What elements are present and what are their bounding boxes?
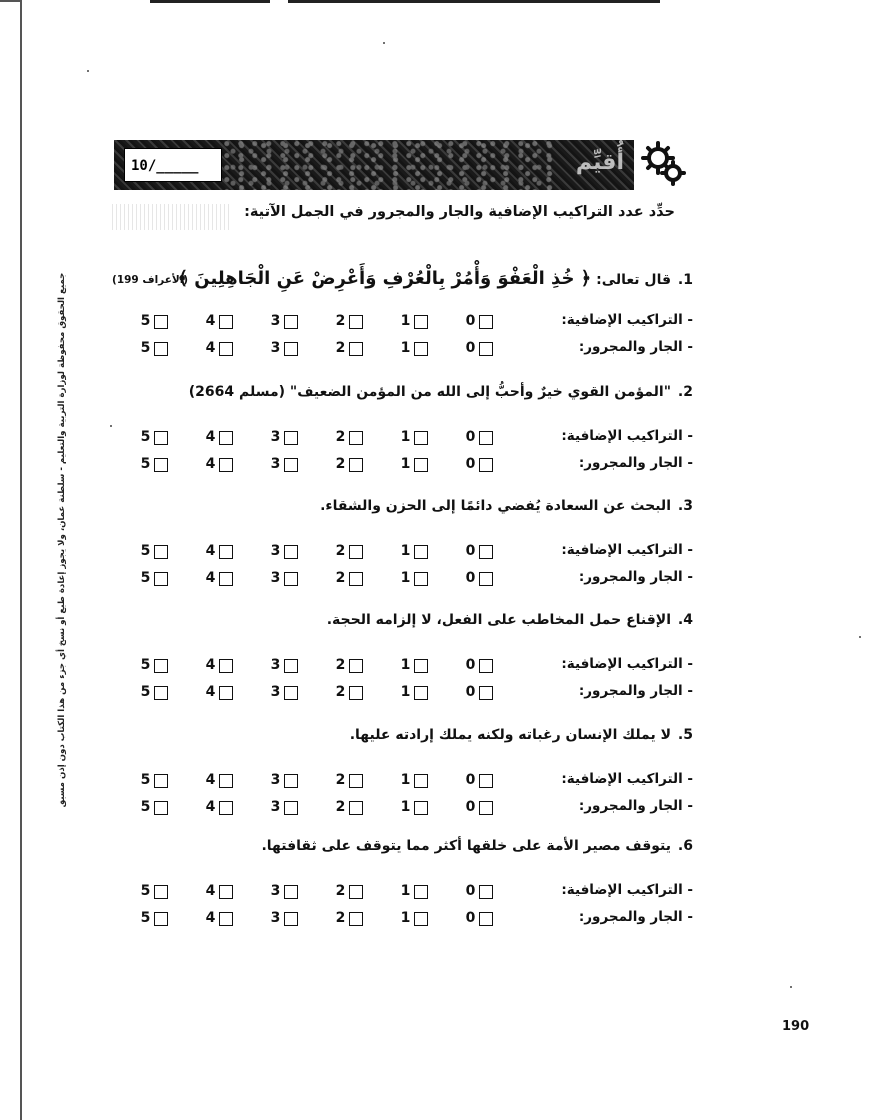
option-digit: 1 [400, 429, 411, 445]
count-option-3[interactable] [269, 882, 309, 902]
option-digit: 1 [400, 340, 411, 356]
checkbox[interactable] [349, 774, 363, 788]
count-option-3[interactable] [269, 771, 309, 791]
page-number: 190 [782, 1019, 810, 1034]
option-digit: 4 [205, 883, 216, 899]
checkbox[interactable] [414, 659, 428, 673]
instruction-text: حدِّد عدد التراكيب الإضافية والجار والمجرور في الجمل الآتية: [244, 204, 675, 220]
count-option-5[interactable] [139, 683, 179, 703]
option-digit: 3 [270, 684, 281, 700]
count-option-5[interactable] [139, 428, 179, 448]
option-digit: 5 [140, 772, 151, 788]
count-option-4[interactable] [204, 683, 244, 703]
count-option-3[interactable] [269, 909, 309, 929]
top-rule [150, 0, 660, 3]
count-option-1[interactable] [399, 312, 439, 332]
checkbox[interactable] [414, 686, 428, 700]
checkbox[interactable] [284, 342, 298, 356]
question-3-idafa-row [140, 542, 693, 562]
count-option-0[interactable] [464, 882, 504, 902]
option-digit: 5 [140, 543, 151, 559]
count-option-5[interactable] [139, 312, 179, 332]
question-sentence: لا يملك الإنسان رغباته ولكنه يملك إرادته عليها. [349, 727, 671, 743]
option-digit: 2 [335, 570, 346, 586]
count-option-1[interactable] [399, 428, 439, 448]
count-option-2[interactable] [334, 771, 374, 791]
count-option-5[interactable] [139, 882, 179, 902]
option-digit: 2 [335, 340, 346, 356]
question-number: 6. [677, 838, 693, 854]
checkbox[interactable] [414, 885, 428, 899]
checkbox[interactable] [154, 686, 168, 700]
count-option-5[interactable] [139, 542, 179, 562]
question-4-jar-row [140, 683, 693, 703]
option-digit: 4 [205, 799, 216, 815]
checkbox[interactable] [154, 774, 168, 788]
jar-majrur-label: - الجار والمجرور: [578, 339, 693, 355]
checkbox[interactable] [284, 458, 298, 472]
count-option-2[interactable] [334, 569, 374, 589]
checkbox[interactable] [414, 315, 428, 329]
option-digit: 5 [140, 313, 151, 329]
checkbox[interactable] [284, 659, 298, 673]
option-digit: 0 [465, 910, 476, 926]
option-digit: 3 [270, 429, 281, 445]
checkbox[interactable] [154, 342, 168, 356]
count-option-4[interactable] [204, 455, 244, 475]
question-sentence: "المؤمن القوي خيرٌ وأحبُّ إلى الله من المؤمن الضعيف" (مسلم 2664) [188, 384, 671, 400]
checkbox[interactable] [154, 912, 168, 926]
option-digit: 4 [205, 429, 216, 445]
count-option-2[interactable] [334, 909, 374, 929]
count-option-1[interactable] [399, 798, 439, 818]
option-digit: 4 [205, 570, 216, 586]
count-option-2[interactable] [334, 798, 374, 818]
question-6-text [261, 838, 693, 854]
idafa-label: - التراكيب الإضافية: [561, 312, 693, 328]
count-option-5[interactable] [139, 656, 179, 676]
checkbox[interactable] [414, 545, 428, 559]
idafa-label: - التراكيب الإضافية: [561, 428, 693, 444]
speck [87, 70, 89, 72]
option-digit: 1 [400, 570, 411, 586]
option-digit: 1 [400, 456, 411, 472]
checkbox[interactable] [154, 572, 168, 586]
checkbox[interactable] [414, 572, 428, 586]
jar-majrur-label: - الجار والمجرور: [578, 909, 693, 925]
count-option-1[interactable] [399, 339, 439, 359]
checkbox[interactable] [219, 545, 233, 559]
question-number: 2. [677, 384, 693, 400]
checkbox[interactable] [284, 885, 298, 899]
checkbox[interactable] [219, 431, 233, 445]
option-digit: 5 [140, 684, 151, 700]
option-digit: 3 [270, 772, 281, 788]
count-option-4[interactable] [204, 569, 244, 589]
count-option-4[interactable] [204, 339, 244, 359]
option-digit: 4 [205, 313, 216, 329]
checkbox[interactable] [219, 659, 233, 673]
checkbox[interactable] [284, 774, 298, 788]
question-lead: قال تعالى: [596, 272, 671, 288]
count-option-4[interactable] [204, 428, 244, 448]
side-copyright-text: جميع الحقوق محفوظة لوزارة التربية والتعليم - سلطنة عمان، ولا يجوز إعادة طبع أو نسخ أي جزء من هذا الكتاب دون إذن مسبق [57, 272, 67, 808]
count-option-3[interactable] [269, 656, 309, 676]
checkbox[interactable] [479, 315, 493, 329]
q1-citation: (الأعراف 199) [112, 274, 189, 286]
option-digit: 3 [270, 456, 281, 472]
jar-majrur-label: - الجار والمجرور: [578, 683, 693, 699]
count-option-4[interactable] [204, 882, 244, 902]
count-option-4[interactable] [204, 542, 244, 562]
count-option-2[interactable] [334, 656, 374, 676]
checkbox[interactable] [349, 458, 363, 472]
checkbox[interactable] [154, 801, 168, 815]
option-digit: 1 [400, 772, 411, 788]
option-digit: 2 [335, 543, 346, 559]
question-number: 3. [677, 498, 693, 514]
question-sentence: يتوقف مصير الأمة على خلقها أكثر مما يتوقف على ثقافتها. [261, 838, 671, 854]
checkbox[interactable] [349, 912, 363, 926]
count-option-1[interactable] [399, 455, 439, 475]
assessment-banner [114, 140, 634, 190]
count-option-3[interactable] [269, 542, 309, 562]
jar-majrur-label: - الجار والمجرور: [578, 798, 693, 814]
count-option-0[interactable] [464, 909, 504, 929]
option-digit: 2 [335, 799, 346, 815]
checkbox[interactable] [414, 342, 428, 356]
count-option-4[interactable] [204, 312, 244, 332]
question-5-text [350, 727, 693, 743]
option-digit: 2 [335, 883, 346, 899]
count-option-1[interactable] [399, 569, 439, 589]
checkbox[interactable] [414, 912, 428, 926]
question-1-idafa-row [140, 312, 693, 332]
idafa-label: - التراكيب الإضافية: [561, 656, 693, 672]
count-option-3[interactable] [269, 569, 309, 589]
option-digit: 2 [335, 429, 346, 445]
page-frame-left-border [20, 0, 22, 1120]
checkbox[interactable] [349, 659, 363, 673]
option-digit: 2 [335, 313, 346, 329]
jar-majrur-label: - الجار والمجرور: [578, 455, 693, 471]
question-3-jar-row [140, 569, 693, 589]
count-option-5[interactable] [139, 569, 179, 589]
question-sentence: الإقناع حمل المخاطب على الفعل، لا إلزامه الحجة. [326, 612, 671, 628]
page-frame-corner [0, 0, 22, 2]
checkbox[interactable] [479, 342, 493, 356]
count-option-4[interactable] [204, 656, 244, 676]
checkbox[interactable] [479, 801, 493, 815]
checkbox[interactable] [154, 659, 168, 673]
count-option-3[interactable] [269, 798, 309, 818]
checkbox[interactable] [479, 458, 493, 472]
count-option-3[interactable] [269, 312, 309, 332]
option-digit: 1 [400, 910, 411, 926]
option-digit: 3 [270, 883, 281, 899]
checkbox[interactable] [479, 686, 493, 700]
option-digit: 0 [465, 429, 476, 445]
count-option-0[interactable] [464, 771, 504, 791]
count-option-4[interactable] [204, 798, 244, 818]
question-1-text [177, 268, 693, 289]
option-digit: 4 [205, 456, 216, 472]
speck [859, 636, 861, 638]
option-digit: 3 [270, 340, 281, 356]
option-digit: 3 [270, 570, 281, 586]
option-digit: 1 [400, 657, 411, 673]
checkbox[interactable] [349, 885, 363, 899]
count-option-5[interactable] [139, 798, 179, 818]
checkbox[interactable] [414, 458, 428, 472]
question-4-text [327, 612, 693, 628]
instruction-texture [112, 204, 232, 230]
checkbox[interactable] [349, 431, 363, 445]
checkbox[interactable] [219, 342, 233, 356]
checkbox[interactable] [479, 545, 493, 559]
option-digit: 0 [465, 772, 476, 788]
count-option-0[interactable] [464, 798, 504, 818]
jar-majrur-label: - الجار والمجرور: [578, 569, 693, 585]
idafa-label: - التراكيب الإضافية: [561, 882, 693, 898]
question-5-idafa-row [140, 771, 693, 791]
count-option-1[interactable] [399, 882, 439, 902]
option-digit: 5 [140, 340, 151, 356]
option-digit: 4 [205, 772, 216, 788]
question-2-jar-row [140, 455, 693, 475]
idafa-label: - التراكيب الإضافية: [561, 771, 693, 787]
question-6-idafa-row [140, 882, 693, 902]
count-option-5[interactable] [139, 339, 179, 359]
count-option-5[interactable] [139, 771, 179, 791]
count-option-3[interactable] [269, 428, 309, 448]
count-option-1[interactable] [399, 909, 439, 929]
checkbox[interactable] [219, 315, 233, 329]
option-digit: 0 [465, 340, 476, 356]
count-option-0[interactable] [464, 569, 504, 589]
checkbox[interactable] [349, 342, 363, 356]
banner-texture [224, 140, 554, 190]
option-digit: 2 [335, 456, 346, 472]
option-digit: 3 [270, 543, 281, 559]
question-number: 5. [677, 727, 693, 743]
question-3-text [320, 498, 693, 514]
speck [790, 986, 792, 988]
checkbox[interactable] [219, 885, 233, 899]
checkbox[interactable] [154, 458, 168, 472]
checkbox[interactable] [284, 431, 298, 445]
checkbox[interactable] [479, 885, 493, 899]
option-digit: 5 [140, 570, 151, 586]
count-option-5[interactable] [139, 909, 179, 929]
idafa-label: - التراكيب الإضافية: [561, 542, 693, 558]
option-digit: 5 [140, 910, 151, 926]
checkbox[interactable] [479, 572, 493, 586]
speck [383, 42, 385, 44]
option-digit: 1 [400, 543, 411, 559]
count-option-5[interactable] [139, 455, 179, 475]
checkbox[interactable] [154, 545, 168, 559]
option-digit: 2 [335, 684, 346, 700]
option-digit: 0 [465, 570, 476, 586]
checkbox[interactable] [349, 545, 363, 559]
count-option-2[interactable] [334, 339, 374, 359]
option-digit: 3 [270, 657, 281, 673]
option-digit: 5 [140, 456, 151, 472]
option-digit: 0 [465, 684, 476, 700]
checkbox[interactable] [284, 572, 298, 586]
checkbox[interactable] [414, 774, 428, 788]
question-2-idafa-row [140, 428, 693, 448]
checkbox[interactable] [219, 774, 233, 788]
option-digit: 1 [400, 799, 411, 815]
checkbox[interactable] [479, 659, 493, 673]
count-option-2[interactable] [334, 312, 374, 332]
option-digit: 4 [205, 657, 216, 673]
top-rule-gap [270, 0, 288, 4]
score-field[interactable]: 10/_____ [124, 148, 222, 182]
option-digit: 2 [335, 772, 346, 788]
checkbox[interactable] [219, 572, 233, 586]
checkbox[interactable] [349, 315, 363, 329]
option-digit: 5 [140, 883, 151, 899]
count-option-0[interactable] [464, 455, 504, 475]
checkbox[interactable] [284, 545, 298, 559]
question-5-jar-row [140, 798, 693, 818]
question-4-idafa-row [140, 656, 693, 676]
checkbox[interactable] [154, 885, 168, 899]
option-digit: 0 [465, 657, 476, 673]
count-option-0[interactable] [464, 542, 504, 562]
option-digit: 1 [400, 883, 411, 899]
option-digit: 0 [465, 313, 476, 329]
checkbox[interactable] [479, 912, 493, 926]
option-digit: 0 [465, 799, 476, 815]
count-option-1[interactable] [399, 542, 439, 562]
count-option-0[interactable] [464, 656, 504, 676]
checkbox[interactable] [284, 315, 298, 329]
speck [110, 425, 112, 427]
option-digit: 1 [400, 684, 411, 700]
option-digit: 2 [335, 910, 346, 926]
question-1-jar-row [140, 339, 693, 359]
count-option-3[interactable] [269, 339, 309, 359]
option-digit: 4 [205, 684, 216, 700]
question-number: 1. [677, 272, 693, 288]
checkbox[interactable] [414, 801, 428, 815]
checkbox[interactable] [219, 458, 233, 472]
checkbox[interactable] [349, 801, 363, 815]
checkbox[interactable] [284, 801, 298, 815]
option-digit: 2 [335, 657, 346, 673]
question-2-text [189, 384, 693, 400]
count-option-2[interactable] [334, 455, 374, 475]
count-option-0[interactable] [464, 312, 504, 332]
checkbox[interactable] [219, 801, 233, 815]
option-digit: 5 [140, 429, 151, 445]
checkbox[interactable] [154, 431, 168, 445]
count-option-3[interactable] [269, 683, 309, 703]
count-option-1[interactable] [399, 683, 439, 703]
option-digit: 4 [205, 340, 216, 356]
option-digit: 3 [270, 799, 281, 815]
checkbox[interactable] [219, 912, 233, 926]
gears-icon [640, 140, 690, 188]
count-option-2[interactable] [334, 882, 374, 902]
checkbox[interactable] [479, 774, 493, 788]
option-digit: 5 [140, 799, 151, 815]
count-option-4[interactable] [204, 909, 244, 929]
option-digit: 3 [270, 313, 281, 329]
option-digit: 5 [140, 657, 151, 673]
checkbox[interactable] [154, 315, 168, 329]
count-option-0[interactable] [464, 339, 504, 359]
count-option-1[interactable] [399, 656, 439, 676]
checkbox[interactable] [479, 431, 493, 445]
option-digit: 0 [465, 883, 476, 899]
count-option-4[interactable] [204, 771, 244, 791]
option-digit: 0 [465, 456, 476, 472]
option-digit: 4 [205, 910, 216, 926]
count-option-0[interactable] [464, 428, 504, 448]
checkbox[interactable] [349, 686, 363, 700]
banner-title: أُقيِّم [575, 150, 624, 175]
checkbox[interactable] [349, 572, 363, 586]
count-option-0[interactable] [464, 683, 504, 703]
count-option-2[interactable] [334, 683, 374, 703]
question-sentence: البحث عن السعادة يُفضي دائمًا إلى الحزن والشقاء. [320, 498, 671, 514]
checkbox[interactable] [284, 912, 298, 926]
option-digit: 4 [205, 543, 216, 559]
count-option-1[interactable] [399, 771, 439, 791]
question-sentence: ﴿ خُذِ الْعَفْوَ وَأْمُرْ بِالْعُرْفِ وَأَعْرِضْ عَنِ الْجَاهِلِينَ ﴾ [177, 268, 592, 289]
checkbox[interactable] [219, 686, 233, 700]
checkbox[interactable] [414, 431, 428, 445]
count-option-3[interactable] [269, 455, 309, 475]
option-digit: 1 [400, 313, 411, 329]
question-number: 4. [677, 612, 693, 628]
option-digit: 3 [270, 910, 281, 926]
question-6-jar-row [140, 909, 693, 929]
checkbox[interactable] [284, 686, 298, 700]
count-option-2[interactable] [334, 542, 374, 562]
count-option-2[interactable] [334, 428, 374, 448]
option-digit: 0 [465, 543, 476, 559]
